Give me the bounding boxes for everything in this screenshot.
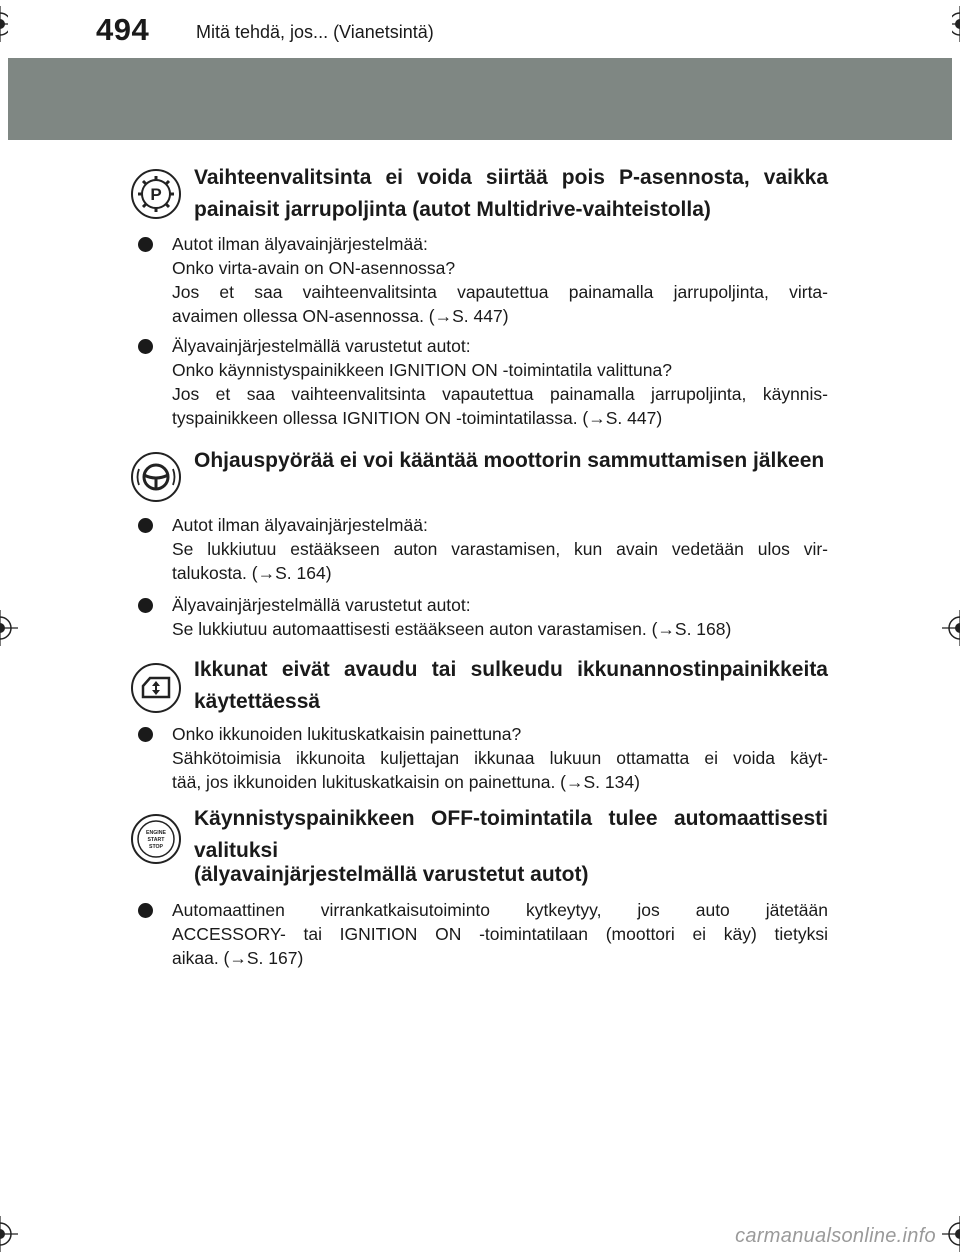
item-line: Onko ikkunoiden lukituskatkaisin painettuna? <box>172 724 522 744</box>
section-power-windows <box>130 654 830 794</box>
footer-watermark: carmanualsonline.info <box>735 1225 936 1247</box>
item-line: talukosta. (→S. 164) <box>172 563 332 583</box>
page-number: 494 <box>96 12 150 47</box>
item-line: Se lukkiutuu automaattisesti estääkseen auton varastamisen. (→S. 168) <box>172 619 732 639</box>
section-shift-lever <box>130 160 830 450</box>
svg-text:STOP: STOP <box>148 844 164 850</box>
registration-mark-bottom-left <box>0 1216 18 1252</box>
section-subtitle: (älyavainjärjestelmällä varustetut autot) <box>194 863 589 886</box>
item-line: tää, jos ikkunoiden lukituskatkaisin on painettuna. (→S. 134) <box>172 772 640 792</box>
item-line: ACCESSORY- tai IGNITION ON -toimintatilaan (moottori ei käy) tietyksi <box>172 924 828 944</box>
item-line: Sähkötoimisia ikkunoita kuljettajan ikkunaa lukuun ottamatta ei voida käyt- <box>172 748 828 768</box>
list-item <box>138 513 828 585</box>
item-line: Onko virta-avain on ON-asennossa? <box>172 258 456 278</box>
svg-text:ENGINE: ENGINE <box>146 830 166 836</box>
power-window-icon <box>130 662 182 714</box>
item-line: Jos et saa vaihteenvalitsinta vapautettua painamalla jarrupoljinta, käynnis- <box>172 384 828 404</box>
registration-mark-bottom-right <box>942 1216 960 1252</box>
list-item <box>138 722 828 794</box>
item-line: Onko käynnistyspainikkeen IGNITION ON -toimintatila valittuna? <box>172 360 672 380</box>
engine-start-stop-icon <box>130 813 182 865</box>
svg-text:START: START <box>147 837 165 843</box>
registration-mark-mid-right <box>942 610 960 646</box>
section-title: Käynnistyspainikkeen OFF-toimintatila tulee automaattisesti valituksi <box>194 807 828 862</box>
list-item <box>138 232 828 328</box>
item-line: Jos et saa vaihteenvalitsinta vapautettua painamalla jarrupoljinta, virta- <box>172 282 828 302</box>
bullet-dot <box>138 598 153 613</box>
steering-wheel-lock-icon <box>130 451 182 503</box>
section-steering-lock <box>130 445 830 645</box>
section-title: Ohjauspyörää ei voi kääntää moottorin sammuttamisen jälkeen <box>194 449 825 472</box>
list-item <box>138 898 828 970</box>
running-head: Mitä tehdä, jos... (Vianetsintä) <box>196 22 434 42</box>
item-line: aikaa. (→S. 167) <box>172 948 304 968</box>
bullet-dot <box>138 339 153 354</box>
bullet-dot <box>138 237 153 252</box>
section-title: Vaihteenvalitsinta ei voida siirtää pois P-asennosta, vaikka painaisit jarrupoljinta (autot Multidrive-vaihteistolla) <box>194 166 828 221</box>
bullet-dot <box>138 903 153 918</box>
section-auto-power-off <box>130 803 830 983</box>
item-line: Älyavainjärjestelmällä varustetut autot: <box>172 336 471 356</box>
bullet-dot <box>138 727 153 742</box>
svg-text:P: P <box>150 185 162 204</box>
item-line: tyspainikkeen ollessa IGNITION ON -toimintatilassa. (→S. 447) <box>172 408 663 428</box>
item-line: Autot ilman älyavainjärjestelmää: <box>172 515 428 535</box>
bullet-dot <box>138 518 153 533</box>
list-item <box>138 593 828 641</box>
list-item <box>138 334 828 430</box>
item-line: Automaattinen virrankatkaisutoiminto kytkeytyy, jos auto jätetään <box>172 900 828 920</box>
header-tab <box>8 0 952 58</box>
registration-mark-mid-left <box>0 610 18 646</box>
item-line: Autot ilman älyavainjärjestelmää: <box>172 234 428 254</box>
parking-gear-icon <box>130 168 182 220</box>
item-line: Se lukkiutuu estääkseen auton varastamisen, kun avain vedetään ulos vir- <box>172 539 828 559</box>
item-line: avaimen ollessa ON-asennossa. (→S. 447) <box>172 306 509 326</box>
section-title: Ikkunat eivät avaudu tai sulkeudu ikkunannostinpainikkeita käytettäessä <box>194 658 828 713</box>
item-line: Älyavainjärjestelmällä varustetut autot: <box>172 595 471 615</box>
